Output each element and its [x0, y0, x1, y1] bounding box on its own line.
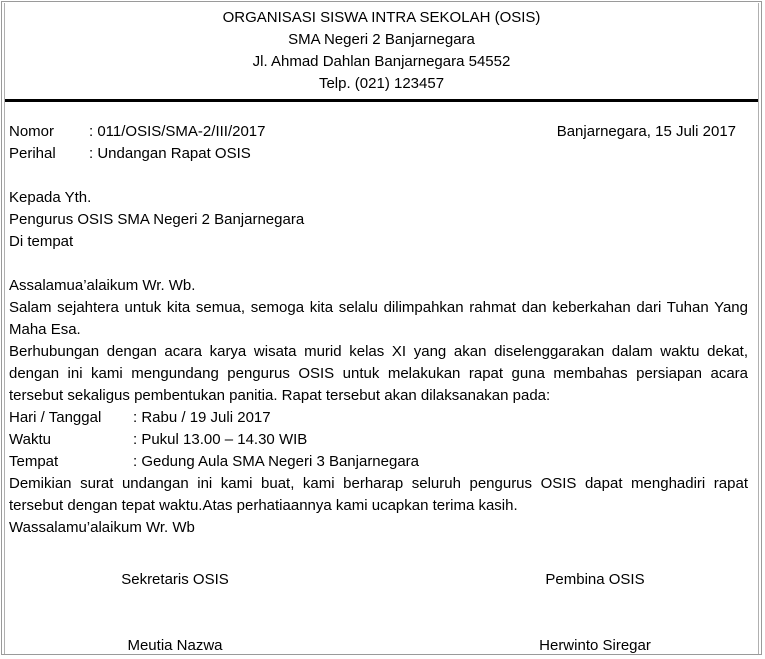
letterhead-divider — [5, 99, 758, 102]
detail-row — [9, 407, 748, 429]
perihal-value: : Undangan Rapat OSIS — [89, 145, 251, 162]
nomor-label: Nomor — [9, 123, 55, 140]
paragraph-1: Salam sejahtera untuk kita semua, semoga kita selalu dilimpahkan rahmat dan keberkahan dari Tuhan Yang Maha Esa. — [9, 299, 748, 338]
perihal-label: Perihal — [9, 145, 56, 162]
letterhead-org: ORGANISASI SISWA INTRA SEKOLAH (OSIS) — [222, 9, 541, 26]
letter-page — [1, 1, 762, 655]
detail-row — [9, 429, 748, 451]
recipient-line-2: Pengurus OSIS SMA Negeri 2 Banjarnegara — [9, 211, 305, 228]
closing: Wassalamu’alaikum Wr. Wb — [9, 519, 195, 536]
detail-label: Tempat — [9, 453, 59, 470]
signature-name: Meutia Nazwa — [127, 637, 223, 654]
detail-value: : Pukul 13.00 – 14.30 WIB — [133, 431, 308, 448]
letterhead-school: SMA Negeri 2 Banjarnegara — [288, 31, 475, 48]
letter-frame — [4, 3, 759, 654]
signature-name: Herwinto Siregar — [539, 637, 651, 654]
detail-value: : Rabu / 19 Juli 2017 — [133, 409, 271, 426]
detail-label: Waktu — [9, 431, 51, 448]
letter-body — [9, 121, 748, 539]
detail-row — [9, 451, 748, 473]
recipient-line-3: Di tempat — [9, 233, 74, 250]
signature-title: Pembina OSIS — [545, 571, 645, 588]
paragraph-3: Demikian surat undangan ini kami buat, kami berharap seluruh pengurus OSIS dapat menghadiri rapat tersebut dengan tepat waktu.Atas perhatiaannya kami ucapkan terima kasih. — [9, 475, 748, 514]
signature-advisor — [505, 569, 685, 657]
place-date: Banjarnegara, 15 Juli 2017 — [556, 123, 736, 140]
paragraph-2: Berhubungan dengan acara karya wisata murid kelas XI yang akan diselenggarakan dalam waktu dekat, dengan ini kami mengundang pengurus OSIS untuk melakukan rapat guna membahas persiapan acara tersebut sekaligus pembentukan panitia. Rapat tersebut akan dilaksanakan pada: — [9, 343, 748, 404]
recipient-line-1: Kepada Yth. — [9, 189, 92, 206]
perihal-row — [9, 143, 748, 165]
letterhead-phone: Telp. (021) 123457 — [318, 75, 445, 92]
detail-label: Hari / Tanggal — [9, 409, 102, 426]
detail-value: : Gedung Aula SMA Negeri 3 Banjarnegara — [133, 453, 420, 470]
greeting: Assalamua’alaikum Wr. Wb. — [9, 277, 196, 294]
signature-title: Sekretaris OSIS — [121, 571, 229, 588]
letterhead — [5, 7, 758, 95]
letterhead-address: Jl. Ahmad Dahlan Banjarnegara 54552 — [252, 53, 511, 70]
signature-secretary — [85, 569, 265, 657]
nomor-value: : 011/OSIS/SMA-2/III/2017 — [89, 123, 266, 140]
